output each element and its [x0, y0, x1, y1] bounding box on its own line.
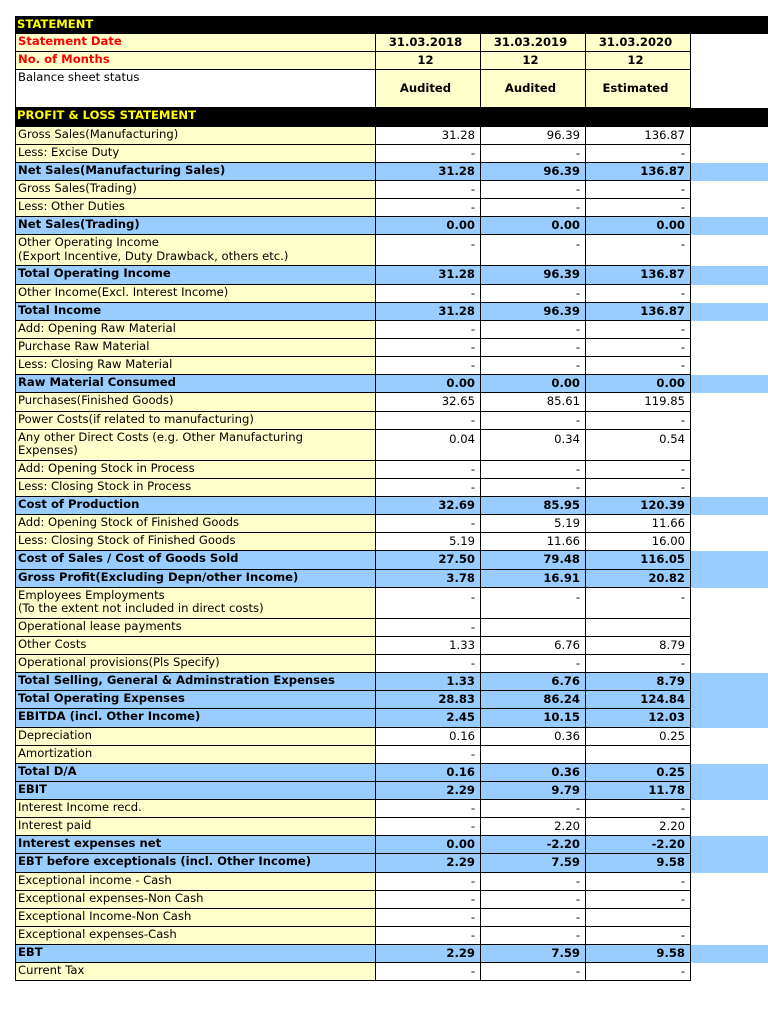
- table-row: [15, 285, 768, 303]
- table-row: [15, 515, 768, 533]
- value-cell[interactable]: 28.83: [376, 691, 481, 709]
- table-row: [15, 728, 768, 746]
- row-label[interactable]: Interest Income recd.: [15, 800, 376, 818]
- row-label[interactable]: Total Operating Income: [15, 266, 376, 284]
- value-cell[interactable]: [586, 619, 691, 637]
- value-cell[interactable]: 0.00: [376, 836, 481, 854]
- value-cell[interactable]: -: [586, 235, 691, 266]
- status-cell[interactable]: Estimated: [586, 70, 691, 108]
- value-cell[interactable]: 27.50: [376, 551, 481, 569]
- row-label[interactable]: Purchase Raw Material: [15, 339, 376, 357]
- table-row: [15, 909, 768, 927]
- row-label[interactable]: Less: Closing Raw Material: [15, 357, 376, 375]
- value-cell[interactable]: -: [376, 199, 481, 217]
- value-cell[interactable]: [586, 909, 691, 927]
- status-row: [15, 70, 768, 108]
- row-label[interactable]: Net Sales(Trading): [15, 217, 376, 235]
- row-label[interactable]: Interest expenses net: [15, 836, 376, 854]
- value-cell[interactable]: -: [376, 963, 481, 981]
- value-cell[interactable]: 9.58: [586, 945, 691, 963]
- value-cell[interactable]: 0.00: [376, 217, 481, 235]
- months-row: [15, 52, 768, 70]
- row-label[interactable]: EBT before exceptionals (incl. Other Income): [15, 854, 376, 872]
- value-cell[interactable]: 0.25: [586, 728, 691, 746]
- row-label[interactable]: Exceptional Income-Non Cash: [15, 909, 376, 927]
- months-cell[interactable]: 12: [586, 52, 691, 70]
- value-cell[interactable]: 8.79: [586, 637, 691, 655]
- value-cell[interactable]: -: [376, 873, 481, 891]
- table-row: [15, 963, 768, 981]
- table-row: [15, 127, 768, 145]
- value-cell[interactable]: -: [481, 181, 586, 199]
- table-row: [15, 533, 768, 551]
- value-cell[interactable]: 0.54: [586, 430, 691, 461]
- value-cell[interactable]: 0.16: [376, 764, 481, 782]
- table-row: [15, 570, 768, 588]
- value-cell[interactable]: 7.59: [481, 945, 586, 963]
- value-cell[interactable]: 136.87: [586, 303, 691, 321]
- table-row: [15, 709, 768, 727]
- value-cell[interactable]: -: [586, 588, 691, 619]
- value-cell[interactable]: -: [376, 619, 481, 637]
- months-label[interactable]: No. of Months: [15, 52, 376, 70]
- row-label[interactable]: Interest paid: [15, 818, 376, 836]
- statement-date-label[interactable]: Statement Date: [15, 34, 376, 52]
- row-label[interactable]: EBITDA (incl. Other Income): [15, 709, 376, 727]
- table-row: [15, 181, 768, 199]
- value-cell[interactable]: -: [376, 515, 481, 533]
- value-cell[interactable]: 0.00: [481, 375, 586, 393]
- value-cell[interactable]: 0.36: [481, 728, 586, 746]
- value-cell[interactable]: -: [376, 339, 481, 357]
- value-cell[interactable]: -: [481, 927, 586, 945]
- value-cell[interactable]: -: [376, 321, 481, 339]
- value-cell[interactable]: 136.87: [586, 266, 691, 284]
- statement-section-title: STATEMENT: [15, 16, 768, 34]
- row-label[interactable]: Total D/A: [15, 764, 376, 782]
- pl-section-header: [15, 108, 768, 126]
- value-cell[interactable]: -: [481, 412, 586, 430]
- value-cell[interactable]: 2.29: [376, 854, 481, 872]
- row-label[interactable]: EBT: [15, 945, 376, 963]
- table-row: [15, 891, 768, 909]
- value-cell[interactable]: -: [376, 800, 481, 818]
- value-cell[interactable]: 11.66: [481, 533, 586, 551]
- value-cell[interactable]: -: [481, 800, 586, 818]
- table-row: [15, 375, 768, 393]
- row-label[interactable]: Add: Opening Stock of Finished Goods: [15, 515, 376, 533]
- table-row: [15, 588, 768, 619]
- value-cell[interactable]: 32.65: [376, 393, 481, 411]
- value-cell[interactable]: -2.20: [481, 836, 586, 854]
- value-cell[interactable]: 5.19: [376, 533, 481, 551]
- row-label[interactable]: Operational provisions(Pls Specify): [15, 655, 376, 673]
- value-cell[interactable]: 16.00: [586, 533, 691, 551]
- value-cell[interactable]: 116.05: [586, 551, 691, 569]
- value-cell[interactable]: 2.29: [376, 945, 481, 963]
- table-row: [15, 818, 768, 836]
- value-cell[interactable]: 31.28: [376, 163, 481, 181]
- financial-statement-sheet: [15, 16, 768, 981]
- date-cell[interactable]: 31.03.2019: [481, 34, 586, 52]
- value-cell[interactable]: -: [586, 655, 691, 673]
- table-row: [15, 163, 768, 181]
- row-label[interactable]: Total Income: [15, 303, 376, 321]
- row-label[interactable]: Cost of Production: [15, 497, 376, 515]
- value-cell[interactable]: 32.69: [376, 497, 481, 515]
- value-cell[interactable]: 1.33: [376, 637, 481, 655]
- table-row: [15, 393, 768, 411]
- date-cell[interactable]: 31.03.2020: [586, 34, 691, 52]
- value-cell[interactable]: -: [376, 461, 481, 479]
- value-cell[interactable]: [481, 619, 586, 637]
- value-cell[interactable]: -: [481, 909, 586, 927]
- table-row: [15, 479, 768, 497]
- value-cell[interactable]: 0.04: [376, 430, 481, 461]
- status-label[interactable]: Balance sheet status: [15, 70, 376, 108]
- value-cell[interactable]: 9.79: [481, 782, 586, 800]
- value-cell[interactable]: 31.28: [376, 303, 481, 321]
- value-cell[interactable]: -: [481, 357, 586, 375]
- row-label[interactable]: Exceptional expenses-Non Cash: [15, 891, 376, 909]
- value-cell[interactable]: 5.19: [481, 515, 586, 533]
- value-cell[interactable]: 124.84: [586, 691, 691, 709]
- value-cell[interactable]: -: [586, 285, 691, 303]
- value-cell[interactable]: -: [376, 285, 481, 303]
- value-cell[interactable]: 2.45: [376, 709, 481, 727]
- row-label[interactable]: Net Sales(Manufacturing Sales): [15, 163, 376, 181]
- value-cell[interactable]: [586, 746, 691, 764]
- table-row: [15, 266, 768, 284]
- value-cell[interactable]: 96.39: [481, 163, 586, 181]
- row-label[interactable]: Operational lease payments: [15, 619, 376, 637]
- value-cell[interactable]: -: [586, 873, 691, 891]
- statement-section-header: [15, 16, 768, 34]
- table-row: [15, 945, 768, 963]
- value-cell[interactable]: 10.15: [481, 709, 586, 727]
- value-cell[interactable]: -: [376, 145, 481, 163]
- row-label[interactable]: Less: Closing Stock in Process: [15, 479, 376, 497]
- value-cell[interactable]: -: [481, 963, 586, 981]
- row-label[interactable]: Less: Closing Stock of Finished Goods: [15, 533, 376, 551]
- value-cell[interactable]: -: [586, 927, 691, 945]
- value-cell[interactable]: 0.00: [481, 217, 586, 235]
- table-row: [15, 782, 768, 800]
- value-cell[interactable]: -2.20: [586, 836, 691, 854]
- value-cell[interactable]: 96.39: [481, 266, 586, 284]
- value-cell[interactable]: -: [481, 145, 586, 163]
- table-row: [15, 854, 768, 872]
- table-row: [15, 673, 768, 691]
- row-label[interactable]: Less: Other Duties: [15, 199, 376, 217]
- status-cell[interactable]: Audited: [481, 70, 586, 108]
- row-label[interactable]: Add: Opening Raw Material: [15, 321, 376, 339]
- row-label[interactable]: Exceptional expenses-Cash: [15, 927, 376, 945]
- value-cell[interactable]: -: [481, 873, 586, 891]
- value-cell[interactable]: -: [376, 588, 481, 619]
- value-cell[interactable]: 0.16: [376, 728, 481, 746]
- value-cell[interactable]: -: [586, 357, 691, 375]
- value-cell[interactable]: 9.58: [586, 854, 691, 872]
- pl-section-title: PROFIT & LOSS STATEMENT: [15, 108, 768, 126]
- value-cell[interactable]: -: [376, 479, 481, 497]
- value-cell[interactable]: 7.59: [481, 854, 586, 872]
- value-cell[interactable]: -: [586, 963, 691, 981]
- value-cell[interactable]: -: [376, 412, 481, 430]
- table-row: [15, 655, 768, 673]
- row-label[interactable]: Power Costs(if related to manufacturing): [15, 412, 376, 430]
- row-label[interactable]: Exceptional income - Cash: [15, 873, 376, 891]
- value-cell[interactable]: -: [586, 321, 691, 339]
- value-cell[interactable]: 11.66: [586, 515, 691, 533]
- value-cell[interactable]: 96.39: [481, 127, 586, 145]
- table-row: [15, 551, 768, 569]
- value-cell[interactable]: -: [586, 800, 691, 818]
- value-cell[interactable]: 20.82: [586, 570, 691, 588]
- table-row: [15, 497, 768, 515]
- table-row: [15, 619, 768, 637]
- value-cell[interactable]: 85.95: [481, 497, 586, 515]
- table-row: [15, 800, 768, 818]
- value-cell[interactable]: -: [481, 235, 586, 266]
- statement-date-row: [15, 34, 768, 52]
- pl-rows: [15, 127, 768, 982]
- table-row: [15, 461, 768, 479]
- row-label[interactable]: Less: Excise Duty: [15, 145, 376, 163]
- value-cell[interactable]: [481, 746, 586, 764]
- row-label[interactable]: Any other Direct Costs (e.g. Other Manufacturing Expenses): [15, 430, 376, 461]
- value-cell[interactable]: -: [376, 655, 481, 673]
- value-cell[interactable]: 0.25: [586, 764, 691, 782]
- value-cell[interactable]: 0.00: [586, 217, 691, 235]
- row-label[interactable]: Raw Material Consumed: [15, 375, 376, 393]
- value-cell[interactable]: -: [586, 339, 691, 357]
- months-cell[interactable]: 12: [376, 52, 481, 70]
- row-label[interactable]: Other Costs: [15, 637, 376, 655]
- table-row: [15, 217, 768, 235]
- value-cell[interactable]: 0.00: [586, 375, 691, 393]
- value-cell[interactable]: 79.48: [481, 551, 586, 569]
- table-row: [15, 303, 768, 321]
- row-label[interactable]: Add: Opening Stock in Process: [15, 461, 376, 479]
- value-cell[interactable]: 136.87: [586, 163, 691, 181]
- value-cell[interactable]: -: [481, 321, 586, 339]
- table-row: [15, 199, 768, 217]
- row-label[interactable]: Total Selling, General & Adminstration Expenses: [15, 673, 376, 691]
- value-cell[interactable]: -: [586, 145, 691, 163]
- table-row: [15, 145, 768, 163]
- value-cell[interactable]: -: [586, 181, 691, 199]
- status-cell[interactable]: Audited: [376, 70, 481, 108]
- value-cell[interactable]: -: [481, 285, 586, 303]
- value-cell[interactable]: 6.76: [481, 673, 586, 691]
- date-cell[interactable]: 31.03.2018: [376, 34, 481, 52]
- value-cell[interactable]: 16.91: [481, 570, 586, 588]
- value-cell[interactable]: -: [376, 818, 481, 836]
- value-cell[interactable]: 2.20: [586, 818, 691, 836]
- value-cell[interactable]: -: [586, 891, 691, 909]
- row-label[interactable]: Other Income(Excl. Interest Income): [15, 285, 376, 303]
- row-label[interactable]: Gross Profit(Excluding Depn/other Income): [15, 570, 376, 588]
- value-cell[interactable]: -: [481, 655, 586, 673]
- value-cell[interactable]: -: [586, 199, 691, 217]
- row-label[interactable]: Gross Sales(Manufacturing): [15, 127, 376, 145]
- row-label[interactable]: Amortization: [15, 746, 376, 764]
- value-cell[interactable]: 119.85: [586, 393, 691, 411]
- row-label[interactable]: EBIT: [15, 782, 376, 800]
- value-cell[interactable]: 6.76: [481, 637, 586, 655]
- value-cell[interactable]: -: [376, 746, 481, 764]
- months-cell[interactable]: 12: [481, 52, 586, 70]
- value-cell[interactable]: -: [376, 927, 481, 945]
- value-cell[interactable]: -: [376, 181, 481, 199]
- value-cell[interactable]: -: [481, 588, 586, 619]
- value-cell[interactable]: 85.61: [481, 393, 586, 411]
- value-cell[interactable]: -: [481, 891, 586, 909]
- table-row: [15, 412, 768, 430]
- table-row: [15, 836, 768, 854]
- value-cell[interactable]: -: [376, 909, 481, 927]
- row-label[interactable]: Total Operating Expenses: [15, 691, 376, 709]
- value-cell[interactable]: -: [586, 479, 691, 497]
- value-cell[interactable]: -: [376, 357, 481, 375]
- value-cell[interactable]: 96.39: [481, 303, 586, 321]
- value-cell[interactable]: 0.36: [481, 764, 586, 782]
- value-cell[interactable]: 8.79: [586, 673, 691, 691]
- value-cell[interactable]: -: [376, 891, 481, 909]
- row-label[interactable]: Employees Employments (To the extent not included in direct costs): [15, 588, 376, 619]
- row-label[interactable]: Current Tax: [15, 963, 376, 981]
- table-row: [15, 927, 768, 945]
- value-cell[interactable]: 0.00: [376, 375, 481, 393]
- value-cell[interactable]: -: [586, 412, 691, 430]
- value-cell[interactable]: 12.03: [586, 709, 691, 727]
- row-label[interactable]: Cost of Sales / Cost of Goods Sold: [15, 551, 376, 569]
- value-cell[interactable]: 31.28: [376, 266, 481, 284]
- table-row: [15, 339, 768, 357]
- table-row: [15, 873, 768, 891]
- row-label[interactable]: Purchases(Finished Goods): [15, 393, 376, 411]
- value-cell[interactable]: -: [481, 479, 586, 497]
- row-label[interactable]: Depreciation: [15, 728, 376, 746]
- row-label[interactable]: Other Operating Income (Export Incentive, Duty Drawback, others etc.): [15, 235, 376, 266]
- value-cell[interactable]: -: [586, 461, 691, 479]
- row-label[interactable]: Gross Sales(Trading): [15, 181, 376, 199]
- table-row: [15, 691, 768, 709]
- table-row: [15, 235, 768, 266]
- value-cell[interactable]: -: [481, 199, 586, 217]
- value-cell[interactable]: 120.39: [586, 497, 691, 515]
- table-row: [15, 321, 768, 339]
- value-cell[interactable]: 136.87: [586, 127, 691, 145]
- table-row: [15, 764, 768, 782]
- value-cell[interactable]: 1.33: [376, 673, 481, 691]
- value-cell[interactable]: 0.34: [481, 430, 586, 461]
- value-cell[interactable]: -: [481, 461, 586, 479]
- table-row: [15, 430, 768, 461]
- value-cell[interactable]: 2.29: [376, 782, 481, 800]
- value-cell[interactable]: 11.78: [586, 782, 691, 800]
- value-cell[interactable]: 31.28: [376, 127, 481, 145]
- value-cell[interactable]: 3.78: [376, 570, 481, 588]
- table-row: [15, 746, 768, 764]
- table-row: [15, 637, 768, 655]
- value-cell[interactable]: -: [481, 339, 586, 357]
- value-cell[interactable]: 2.20: [481, 818, 586, 836]
- table-row: [15, 357, 768, 375]
- value-cell[interactable]: 86.24: [481, 691, 586, 709]
- value-cell[interactable]: -: [376, 235, 481, 266]
